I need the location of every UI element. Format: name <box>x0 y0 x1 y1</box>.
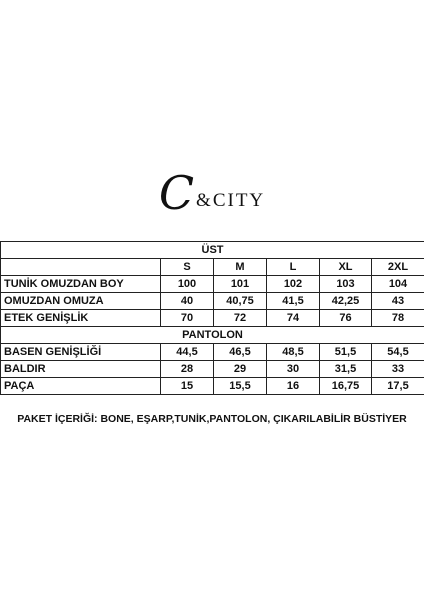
section-row-bottom <box>1 327 424 344</box>
measurement-label: BASEN GENİŞLİĞİ <box>1 344 161 361</box>
measurement-value: 72 <box>214 310 267 327</box>
size-header-empty <box>1 259 161 276</box>
measurement-value: 16 <box>267 378 320 395</box>
measurement-label: PAÇA <box>1 378 161 395</box>
measurement-value: 70 <box>161 310 214 327</box>
measurement-row <box>1 361 424 378</box>
section-title-top: ÜST <box>1 242 424 259</box>
measurement-value: 51,5 <box>320 344 372 361</box>
measurement-value: 17,5 <box>372 378 424 395</box>
size-header-row <box>1 259 424 276</box>
size-header-2xl: 2XL <box>372 259 424 276</box>
measurement-value: 102 <box>267 276 320 293</box>
size-header-xl: XL <box>320 259 372 276</box>
measurement-value: 42,25 <box>320 293 372 310</box>
measurement-row <box>1 310 424 327</box>
measurement-value: 15 <box>161 378 214 395</box>
measurement-label: OMUZDAN OMUZA <box>1 293 161 310</box>
measurement-value: 54,5 <box>372 344 424 361</box>
measurement-value: 74 <box>267 310 320 327</box>
measurement-label: ETEK GENİŞLİK <box>1 310 161 327</box>
measurement-value: 28 <box>161 361 214 378</box>
package-contents-note: PAKET İÇERİĞİ: BONE, EŞARP,TUNİK,PANTOLON, ÇIKARILABİLİR BÜSTİYER <box>17 413 407 425</box>
size-chart-table <box>0 241 424 395</box>
logo-mark: C <box>158 166 195 220</box>
measurement-value: 44,5 <box>161 344 214 361</box>
measurement-value: 15,5 <box>214 378 267 395</box>
brand-logo <box>0 166 424 222</box>
section-row-top <box>1 242 424 259</box>
size-chart-body <box>1 242 424 395</box>
measurement-row <box>1 276 424 293</box>
logo-text: &CITY <box>196 190 266 211</box>
size-header-s: S <box>161 259 214 276</box>
measurement-value: 31,5 <box>320 361 372 378</box>
measurement-value: 41,5 <box>267 293 320 310</box>
size-header-m: M <box>214 259 267 276</box>
measurement-value: 40,75 <box>214 293 267 310</box>
measurement-row <box>1 293 424 310</box>
measurement-value: 48,5 <box>267 344 320 361</box>
measurement-row <box>1 378 424 395</box>
measurement-value: 76 <box>320 310 372 327</box>
measurement-value: 103 <box>320 276 372 293</box>
measurement-value: 16,75 <box>320 378 372 395</box>
measurement-value: 29 <box>214 361 267 378</box>
measurement-value: 30 <box>267 361 320 378</box>
measurement-row <box>1 344 424 361</box>
measurement-value: 101 <box>214 276 267 293</box>
size-header-l: L <box>267 259 320 276</box>
section-title-bottom: PANTOLON <box>1 327 424 344</box>
measurement-value: 104 <box>372 276 424 293</box>
measurement-label: TUNİK OMUZDAN BOY <box>1 276 161 293</box>
measurement-value: 78 <box>372 310 424 327</box>
measurement-value: 43 <box>372 293 424 310</box>
measurement-value: 33 <box>372 361 424 378</box>
measurement-label: BALDIR <box>1 361 161 378</box>
measurement-value: 46,5 <box>214 344 267 361</box>
measurement-value: 40 <box>161 293 214 310</box>
measurement-value: 100 <box>161 276 214 293</box>
